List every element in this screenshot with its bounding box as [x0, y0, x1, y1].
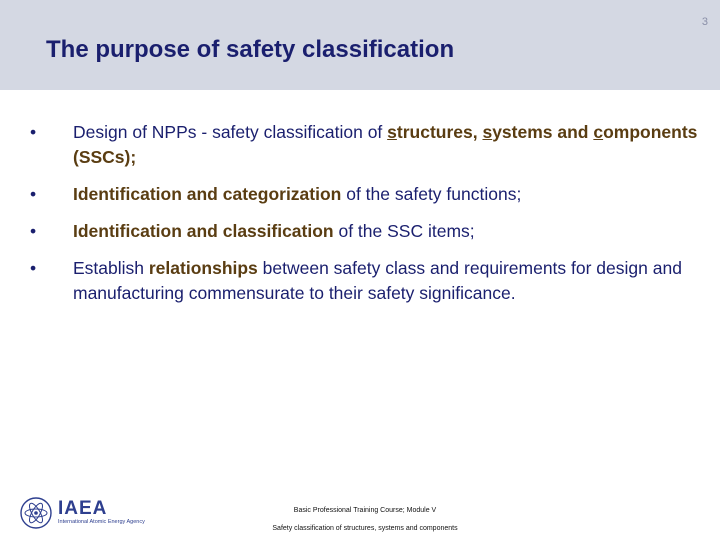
bullet-item — [30, 120, 700, 170]
iaea-logo — [18, 496, 178, 530]
bullet-list — [30, 120, 700, 318]
bullet-text: Design of NPPs - safety classification of structures, systems and components (SSCs); — [73, 122, 698, 167]
bullet-item — [30, 182, 700, 207]
bullet-icon: • — [30, 122, 37, 142]
slide-number: 3 — [701, 16, 708, 28]
footer-caption — [215, 502, 515, 538]
bullet-text: Identification and classification of the SSC items; — [73, 221, 475, 241]
footer-line-2: Safety classification of structures, systems and components — [272, 525, 458, 532]
bullet-item — [30, 219, 700, 244]
logo-subtitle: International Atomic Energy Agency — [58, 519, 145, 525]
atom-emblem-icon — [18, 496, 54, 530]
footer-line-1: Basic Professional Training Course; Module V — [293, 507, 437, 514]
bullet-item — [30, 256, 700, 306]
bullet-text: Establish relationships between safety class and requirements for design and manufacturing commensurate to their safety significance. — [73, 258, 682, 303]
bullet-icon: • — [30, 184, 37, 204]
bullet-icon: • — [30, 221, 37, 241]
logo-text: IAEA — [58, 498, 108, 519]
slide-title: The purpose of safety classification — [46, 36, 455, 63]
bullet-text: Identification and categorization of the safety functions; — [73, 184, 522, 204]
bullet-icon: • — [30, 258, 37, 278]
